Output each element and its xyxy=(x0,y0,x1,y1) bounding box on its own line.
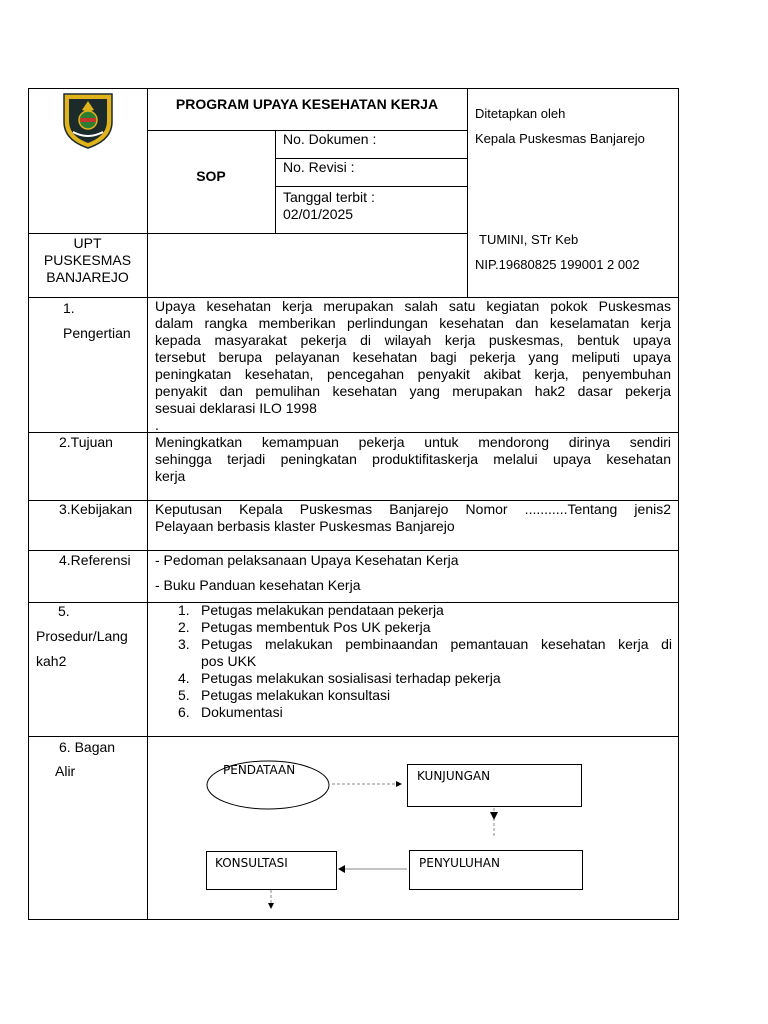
signer-nip: NIP.19680825 199001 2 002 xyxy=(475,257,640,272)
prosedur-step: 5. Petugas melakukan konsultasi xyxy=(178,687,391,703)
issue-date-label: Tanggal terbit : xyxy=(283,189,375,205)
bagan-label-1: 6. Bagan xyxy=(59,739,116,755)
prosedur-step: 3. Petugas melakukan pembinaandan pemantauan kesehatan kerja di pos UKK xyxy=(178,636,672,669)
flow-node-kunjungan: KUNJUNGAN xyxy=(417,769,491,783)
flow-arrowhead-left xyxy=(338,865,345,873)
kebijakan-label: 3.Kebijakan xyxy=(59,501,133,517)
prosedur-label-2: kah2 xyxy=(36,653,67,669)
doc-number-label: No. Dokumen : xyxy=(283,131,377,147)
tujuan-label: 2.Tujuan xyxy=(59,434,113,450)
pengertian-text: Upaya kesehatan kerja merupakan salah satu kegiatan pokok Puskesmas dalam rangka memberikan perlindungan kesehatan dan keselamatan kerja kepada masyarakat pekerja di wilayah kerja puskesmas, bentuk upaya tersebut berupa pelayanan kesehatan bagi pekerja yang meliputi upaya peningkatan kesehatan, pencegahan penyakit akibat kerja, penyembuhan penyakit dan pemulihan kesehatan yang merupakan hak2 dasar pekerja sesuai deklarasi ILO 1998 . xyxy=(155,298,671,433)
flow-arrowhead-right xyxy=(396,781,402,787)
kebijakan-text: Keputusan Kepala Puskesmas Banjarejo Nomor ...........Tentang jenis2 Pelayaan berbasis klaster Puskesmas Banjarejo xyxy=(155,501,671,534)
flow-node-penyuluhan: PENYULUHAN xyxy=(419,856,500,870)
flow-node-konsultasi: KONSULTASI xyxy=(215,856,288,870)
referensi-item-1: - Pedoman pelaksanaan Upaya Kesehatan Kerja xyxy=(155,552,459,568)
approval-line-1: Ditetapkan oleh xyxy=(475,106,566,121)
institution-name: UPT PUSKESMAS BANJAREJO xyxy=(43,235,132,285)
prosedur-step: 6. Dokumentasi xyxy=(178,704,283,720)
flow-arrowhead-down xyxy=(490,812,498,820)
sop-label: SOP xyxy=(196,168,226,184)
pengertian-label: Pengertian xyxy=(63,325,131,341)
revision-label: No. Revisi : xyxy=(283,159,355,175)
bagan-label-2: Alir xyxy=(55,763,76,779)
tujuan-text: Meningkatkan kemampuan pekerja untuk mendorong dirinya sendiri sehingga terjadi peningkatan produktifitaskerja melalui upaya kesehatan kerja xyxy=(155,434,671,484)
prosedur-step: 4. Petugas melakukan sosialisasi terhadap pekerja xyxy=(178,670,501,686)
prosedur-step: 1. Petugas melakukan pendataan pekerja xyxy=(178,602,444,618)
flow-node-pendataan: PENDATAAN xyxy=(223,763,296,777)
referensi-item-2: - Buku Panduan kesehatan Kerja xyxy=(155,577,361,593)
signer-name: TUMINI, STr Keb xyxy=(479,232,579,247)
approval-line-2: Kepala Puskesmas Banjarejo xyxy=(475,131,645,146)
pengertian-number: 1. xyxy=(63,300,75,316)
prosedur-number: 5. xyxy=(58,603,70,619)
referensi-label: 4.Referensi xyxy=(59,552,131,568)
prosedur-label-1: Prosedur/Lang xyxy=(36,628,128,644)
document-title: PROGRAM UPAYA KESEHATAN KERJA xyxy=(175,96,439,112)
prosedur-step: 2. Petugas membentuk Pos UK pekerja xyxy=(178,619,431,635)
flow-arrowhead-down-end xyxy=(268,903,274,909)
issue-date-value: 02/01/2025 xyxy=(283,206,354,222)
